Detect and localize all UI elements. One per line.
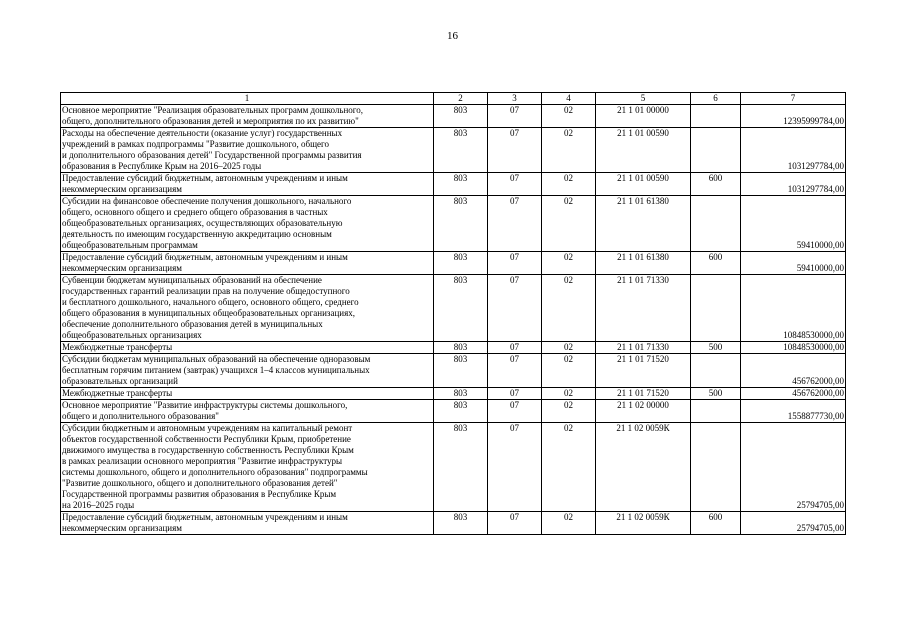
row-expense-type-cell <box>691 400 741 423</box>
table-row <box>61 105 846 128</box>
table-row <box>61 354 846 388</box>
row-name-cell: Основное мероприятие "Реализация образовательных программ дошкольного, общего, дополнительного образования детей и мероприятия по их развитию" <box>61 105 434 128</box>
row-target-article-cell: 21 1 01 71330 <box>596 275 691 342</box>
row-sum-cell: 456762000,00 <box>741 354 846 388</box>
row-subsection-cell: 02 <box>542 342 596 354</box>
row-expense-type-cell <box>691 354 741 388</box>
row-expense-type-cell <box>691 275 741 342</box>
row-target-article-cell: 21 1 01 61380 <box>596 252 691 275</box>
row-subsection-cell: 02 <box>542 128 596 173</box>
row-subsection-cell: 02 <box>542 173 596 196</box>
row-grbs-cell: 803 <box>434 400 488 423</box>
row-grbs-cell: 803 <box>434 196 488 252</box>
header-cell-5: 5 <box>596 93 691 105</box>
row-grbs-cell: 803 <box>434 388 488 400</box>
row-name-cell: Субсидии бюджетным и автономным учреждениям на капитальный ремонт объектов государственной собственности Республики Крым, приобретение движимого имущества в государственную собственность Республики Крым в рамках реализации основного мероприятия "Развитие инфраструктуры системы дошкольного, общего и дополнительного образования" подпрограммы "Развитие дошкольного, общего и дополнительного образования детей" Государственной программы развития образования в Республике Крым на 2016–2025 годы <box>61 423 434 512</box>
row-sum-cell: 10848530000,00 <box>741 275 846 342</box>
row-grbs-cell: 803 <box>434 128 488 173</box>
row-sum-cell: 1558877730,00 <box>741 400 846 423</box>
row-grbs-cell: 803 <box>434 512 488 535</box>
row-section-cell: 07 <box>488 400 542 423</box>
table-row <box>61 400 846 423</box>
row-sum-cell: 59410000,00 <box>741 252 846 275</box>
row-expense-type-cell <box>691 105 741 128</box>
row-subsection-cell: 02 <box>542 105 596 128</box>
row-sum-cell: 1031297784,00 <box>741 128 846 173</box>
row-expense-type-cell: 600 <box>691 512 741 535</box>
row-name-cell: Основное мероприятие "Развитие инфраструктуры системы дошкольного, общего и дополнительного образования" <box>61 400 434 423</box>
table-row <box>61 275 846 342</box>
row-section-cell: 07 <box>488 105 542 128</box>
page-number: 16 <box>447 30 458 42</box>
row-grbs-cell: 803 <box>434 105 488 128</box>
row-target-article-cell: 21 1 02 0059К <box>596 423 691 512</box>
row-name-cell: Межбюджетные трансферты <box>61 388 434 400</box>
row-grbs-cell: 803 <box>434 342 488 354</box>
row-sum-cell: 456762000,00 <box>741 388 846 400</box>
row-sum-cell: 25794705,00 <box>741 512 846 535</box>
row-subsection-cell: 02 <box>542 354 596 388</box>
row-target-article-cell: 21 1 01 71330 <box>596 342 691 354</box>
budget-table <box>60 92 846 535</box>
header-cell-3: 3 <box>488 93 542 105</box>
row-target-article-cell: 21 1 01 71520 <box>596 388 691 400</box>
table-row <box>61 423 846 512</box>
row-subsection-cell: 02 <box>542 423 596 512</box>
table-row <box>61 128 846 173</box>
table-row <box>61 388 846 400</box>
header-cell-2: 2 <box>434 93 488 105</box>
row-target-article-cell: 21 1 01 71520 <box>596 354 691 388</box>
row-grbs-cell: 803 <box>434 252 488 275</box>
row-name-cell: Предоставление субсидий бюджетным, автономным учреждениям и иным некоммерческим организациям <box>61 252 434 275</box>
row-section-cell: 07 <box>488 342 542 354</box>
row-target-article-cell: 21 1 01 00590 <box>596 128 691 173</box>
row-sum-cell: 12395999784,00 <box>741 105 846 128</box>
row-subsection-cell: 02 <box>542 400 596 423</box>
header-cell-4: 4 <box>542 93 596 105</box>
row-sum-cell: 59410000,00 <box>741 196 846 252</box>
row-section-cell: 07 <box>488 128 542 173</box>
row-subsection-cell: 02 <box>542 512 596 535</box>
row-sum-cell: 10848530000,00 <box>741 342 846 354</box>
row-expense-type-cell: 600 <box>691 173 741 196</box>
row-name-cell: Предоставление субсидий бюджетным, автономным учреждениям и иным некоммерческим организациям <box>61 512 434 535</box>
row-expense-type-cell: 500 <box>691 388 741 400</box>
header-cell-1: 1 <box>61 93 434 105</box>
row-expense-type-cell: 500 <box>691 342 741 354</box>
row-section-cell: 07 <box>488 173 542 196</box>
row-expense-type-cell <box>691 128 741 173</box>
row-target-article-cell: 21 1 02 00000 <box>596 400 691 423</box>
row-sum-cell: 1031297784,00 <box>741 173 846 196</box>
row-expense-type-cell <box>691 196 741 252</box>
row-grbs-cell: 803 <box>434 275 488 342</box>
table-row <box>61 196 846 252</box>
row-section-cell: 07 <box>488 512 542 535</box>
row-expense-type-cell: 600 <box>691 252 741 275</box>
row-grbs-cell: 803 <box>434 423 488 512</box>
row-section-cell: 07 <box>488 196 542 252</box>
row-name-cell: Межбюджетные трансферты <box>61 342 434 354</box>
row-name-cell: Предоставление субсидий бюджетным, автономным учреждениям и иным некоммерческим организациям <box>61 173 434 196</box>
row-grbs-cell: 803 <box>434 354 488 388</box>
row-target-article-cell: 21 1 02 0059К <box>596 512 691 535</box>
row-target-article-cell: 21 1 01 61380 <box>596 196 691 252</box>
row-grbs-cell: 803 <box>434 173 488 196</box>
row-expense-type-cell <box>691 423 741 512</box>
row-name-cell: Субсидии на финансовое обеспечение получения дошкольного, начального общего, основного общего и среднего общего образования в частных общеобразовательных организациях, осуществляющих образовательную деятельность по имеющим государственную аккредитацию основным общеобразовательным программам <box>61 196 434 252</box>
table-row <box>61 252 846 275</box>
row-name-cell: Расходы на обеспечение деятельности (оказание услуг) государственных учреждений в рамках подпрограммы "Развитие дошкольного, общего и дополнительного образования детей" Государственной программы развития образования в Республике Крым на 2016–2025 годы <box>61 128 434 173</box>
row-section-cell: 07 <box>488 423 542 512</box>
row-name-cell: Субсидии бюджетам муниципальных образований на обеспечение одноразовым бесплатным горячим питанием (завтрак) учащихся 1–4 классов муниципальных образовательных организаций <box>61 354 434 388</box>
row-section-cell: 07 <box>488 388 542 400</box>
row-target-article-cell: 21 1 01 00000 <box>596 105 691 128</box>
row-section-cell: 07 <box>488 275 542 342</box>
table-header-row <box>61 93 846 105</box>
row-section-cell: 07 <box>488 252 542 275</box>
row-subsection-cell: 02 <box>542 388 596 400</box>
row-subsection-cell: 02 <box>542 196 596 252</box>
header-cell-6: 6 <box>691 93 741 105</box>
header-cell-7: 7 <box>741 93 846 105</box>
row-subsection-cell: 02 <box>542 252 596 275</box>
table-row <box>61 173 846 196</box>
table-row <box>61 342 846 354</box>
row-subsection-cell: 02 <box>542 275 596 342</box>
row-sum-cell: 25794705,00 <box>741 423 846 512</box>
table-row <box>61 512 846 535</box>
row-name-cell: Субвенции бюджетам муниципальных образований на обеспечение государственных гарантий реализации прав на получение общедоступного и бесплатного дошкольного, начального общего, основного общего, среднего общего образования в муниципальных общеобразовательных организациях, обеспечение дополнительного образования детей в муниципальных общеобразовательных организациях <box>61 275 434 342</box>
row-section-cell: 07 <box>488 354 542 388</box>
row-target-article-cell: 21 1 01 00590 <box>596 173 691 196</box>
